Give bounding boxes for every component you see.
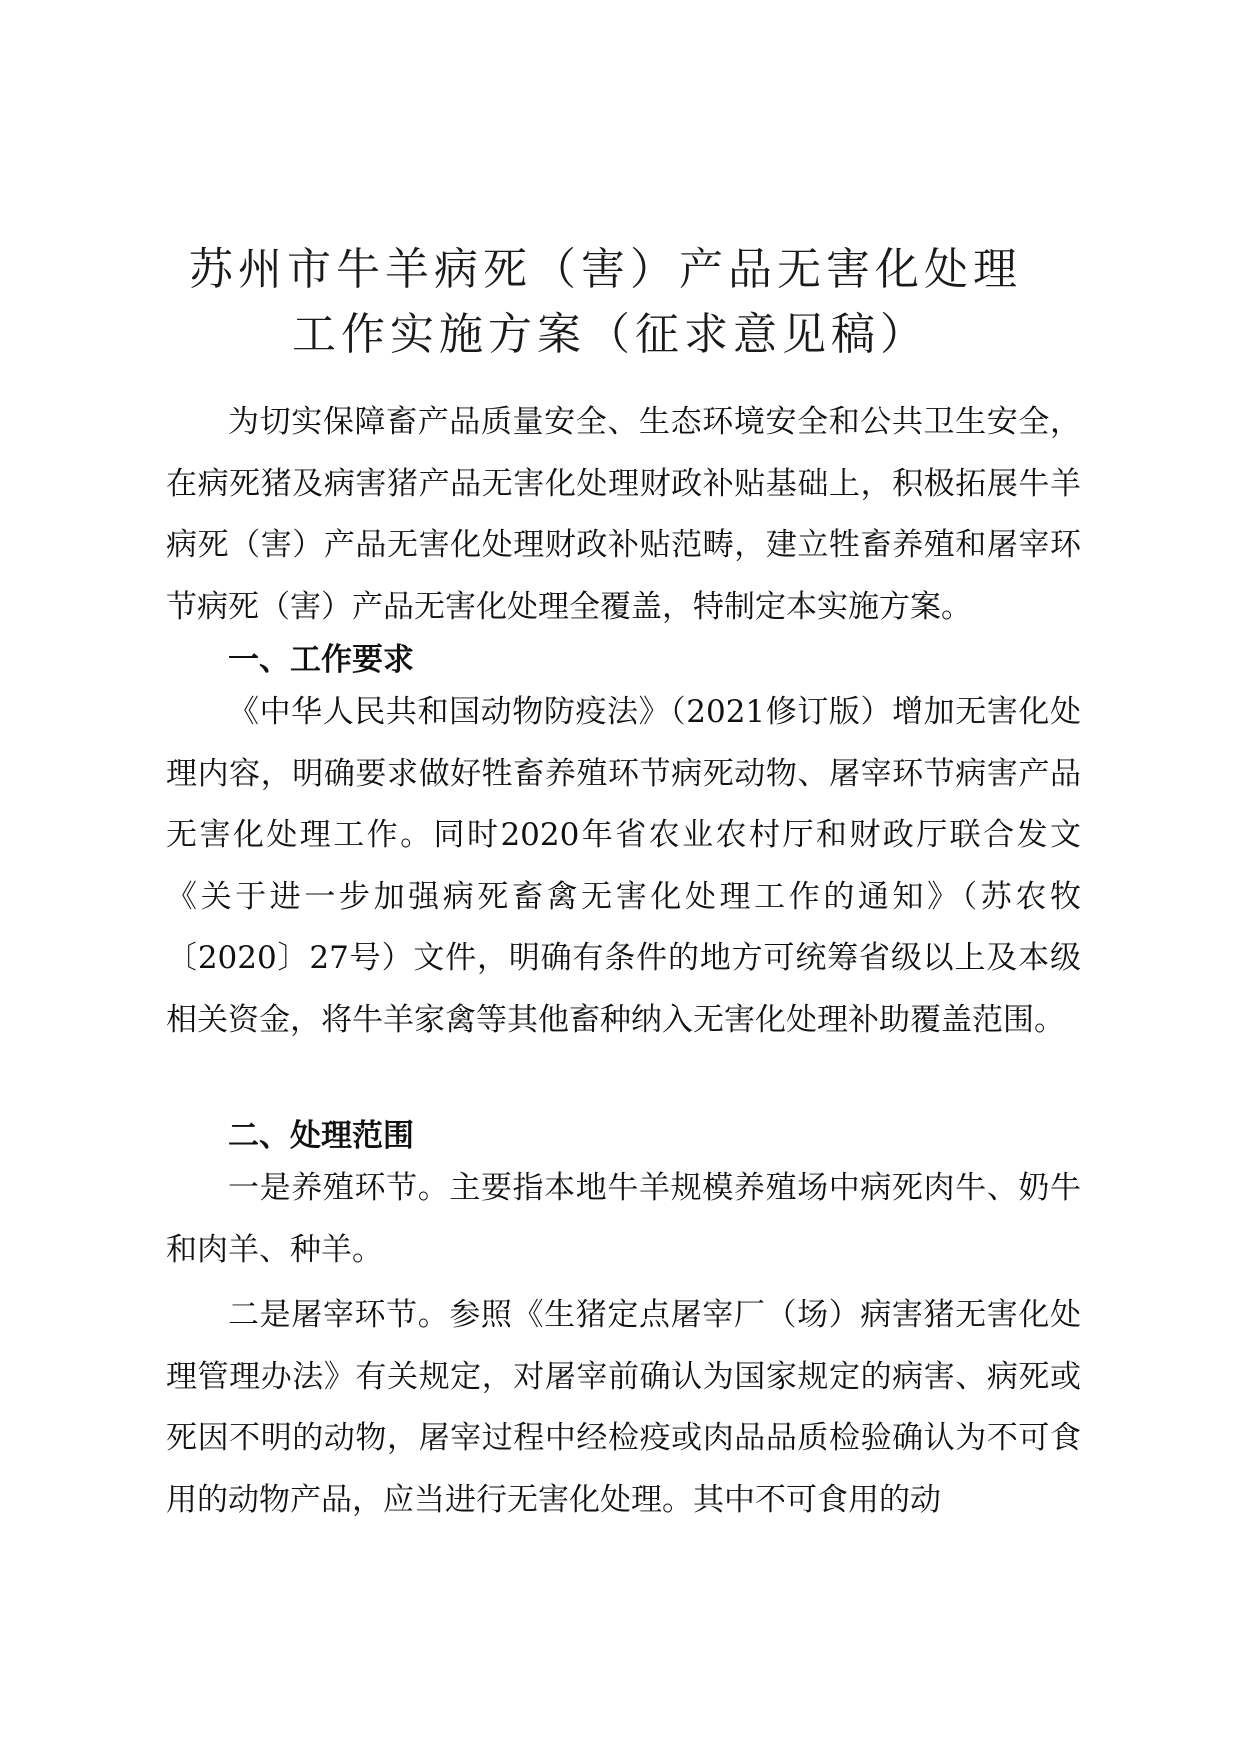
scope-slaughter-lead: 二是屠宰环节。 [228,1297,450,1333]
scope-slaughter-text: 参照《生猪定点屠宰厂（场）病害猪无害化处理管理办法》有关规定，对屠宰前确认为国家规定的病害、病死或死因不明的动物，屠宰过程中经检疫或肉品品质检验确认为不可食用的动物产品，应当进行无害化处理。其中不可食用的动 [166,1297,1082,1518]
requirements-paragraph: 《中华人民共和国动物防疫法》（2021修订版）增加无害化处理内容，明确要求做好牲畜养殖环节病死动物、屠宰环节病害产品无害化处理工作。同时2020年省农业农村厅和财政厅联合发文《关于进一步加强病死畜禽无害化处理工作的通知》（苏农牧〔2020〕27号）文件，明确有条件的地方可统筹省级以上及本级相关资金，将牛羊家禽等其他畜种纳入无害化处理补助覆盖范围。 [166,694,1081,1038]
section-heading-scope: 二、处理范围 [228,1118,414,1154]
intro-paragraph: 为切实保障畜产品质量安全、生态环境安全和公共卫生安全，在病死猪及病害猪产品无害化处理财政补贴基础上，积极拓展牛羊病死（害）产品无害化处理财政补贴范畴，建立牲畜养殖和屠宰环节病死（害）产品无害化处理全覆盖，特制定本实施方案。 [166,404,1081,625]
scope-slaughter-paragraph [166,1285,1081,1531]
scope-breeding-paragraph [166,1158,1081,1281]
scope-breeding-text: 主要指本地牛羊规模养殖场中病死肉牛、奶牛和肉羊、种羊。 [166,1170,1082,1268]
document-title-line-1: 苏州市牛羊病死（害）产品无害化处理 [189,244,1022,295]
scope-breeding-lead: 一是养殖环节。 [228,1170,450,1206]
section-heading-requirements: 一、工作要求 [228,642,414,678]
document-title-line-2: 工作实施方案（征求意见稿） [292,309,929,360]
